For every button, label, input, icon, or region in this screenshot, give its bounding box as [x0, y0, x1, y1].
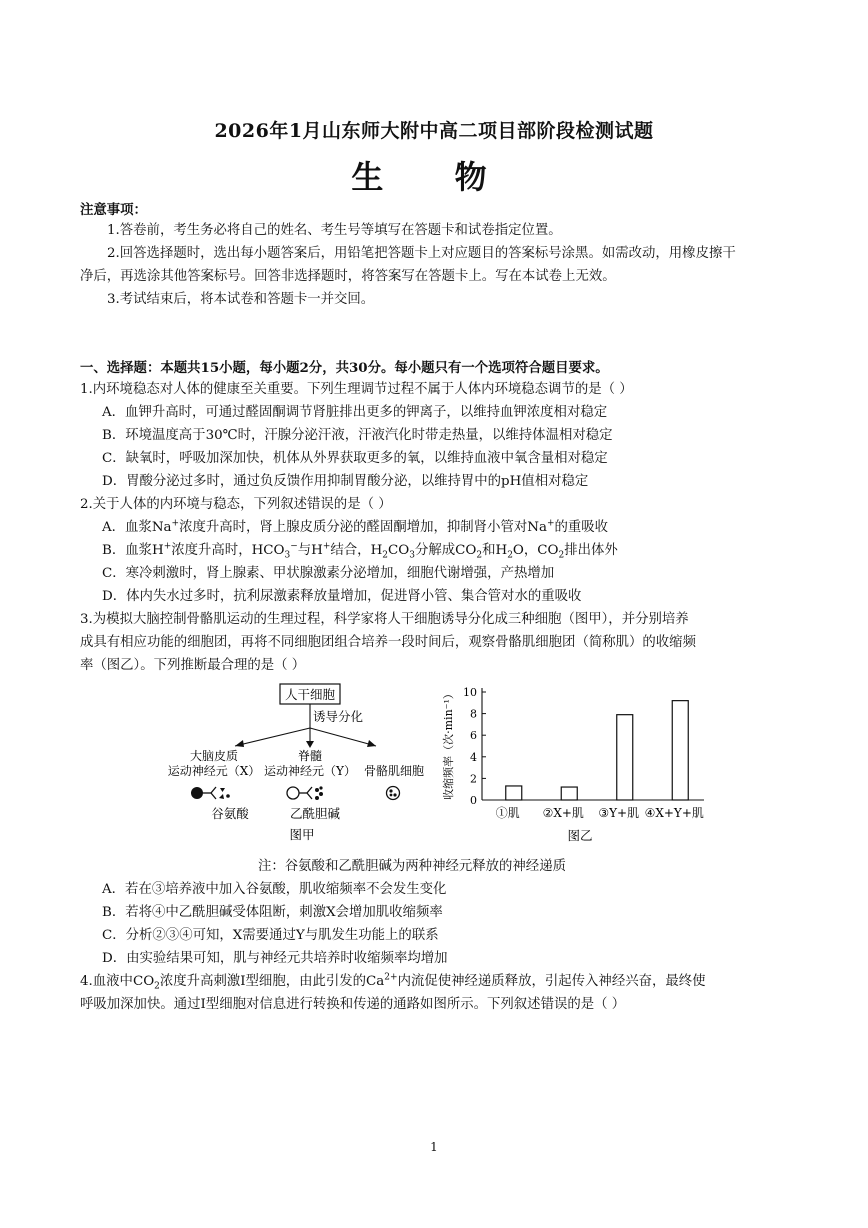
subject-title: 生 物	[351, 158, 517, 196]
q3-figure-note: 注：谷氨酸和乙酰胆碱为两种神经元释放的神经递质	[258, 859, 566, 874]
y-tick-label: 2	[470, 772, 477, 786]
q2-stem: 2.关于人体的内环境与稳态，下列叙述错误的是（ ）	[80, 497, 392, 512]
q3-option-c: C．分析②③④可知，X需要通过Y与肌发生功能上的联系	[102, 928, 439, 943]
q3-option-a: A．若在③培养液中加入谷氨酸，肌收缩频率不会发生变化	[102, 882, 447, 897]
notes-item-3: 3.考试结束后，将本试卷和答题卡一并交回。	[107, 292, 375, 307]
q3-stem-line-2: 成具有相应功能的细胞团，再将不同细胞团组合培养一段时间后，观察骨骼肌细胞团（简称肌）的收缩频	[80, 635, 696, 650]
chart-axes	[482, 688, 704, 800]
y-tick-label: 4	[470, 750, 477, 764]
chart-bars	[506, 701, 689, 800]
notes-item-2-line-2: 净后，再选涂其他答案标号。回答非选择题时，将答案写在答题卡上。写在本试卷上无效。	[80, 269, 616, 284]
x-category-label: ③Y+肌	[598, 806, 640, 820]
stem-cell-label: 人干细胞	[284, 687, 336, 702]
figure-yi-chart	[440, 682, 710, 848]
figure-jia	[150, 678, 450, 848]
q1-option-c: C．缺氧时，呼吸加深加快，机体从外界获取更多的氧，以维持血液中氧含量相对稳定	[102, 451, 608, 466]
y-axis-label: 收缩频率（次·min⁻¹）	[442, 688, 455, 800]
cell-muscle-label: 骨骼肌细胞	[363, 764, 425, 778]
q4-stem-line-2: 呼吸加深加快。通过Ⅰ型细胞对信息进行转换和传递的通路如图所示。下列叙述错误的是（ ）	[80, 997, 626, 1012]
q2-option-d: D．体内失水过多时，抗利尿激素释放量增加，促进肾小管、集合管对水的重吸收	[102, 589, 582, 604]
nt-y-label: 乙酰胆碱	[289, 806, 341, 821]
cell-x-line-2: 运动神经元（X）	[167, 764, 261, 778]
q2-option-b: B．血浆H+浓度升高时，$HCO_3^-$与H+结合，$H_2CO_3$分解成$CO_2$和$H_2O$，$CO_2$排出体外	[102, 541, 618, 561]
notes-heading: 注意事项：	[80, 202, 147, 218]
section-1-heading: 一、选择题：本题共15小题，每小题2分，共30分。每小题只有一个选项符合题目要求。	[80, 360, 609, 376]
bar-4	[672, 701, 688, 800]
nt-x-label: 谷氨酸	[211, 806, 249, 821]
notes-item-1: 1.答卷前，考生务必将自己的姓名、考生号等填写在答题卡和试卷指定位置。	[107, 223, 562, 238]
x-category-label: ②X+肌	[542, 806, 584, 820]
notes-item-2-line-1: 2.回答选择题时，选出每小题答案后，用铅笔把答题卡上对应题目的答案标号涂黑。如需改动，用橡皮擦干	[107, 246, 736, 261]
q4-stem-line-1: 4.血液中$CO_2$浓度升高刺激Ⅰ型细胞，由此引发的$Ca^{2+}$内流促使神经递质释放，引起传入神经兴奋，最终使	[80, 972, 706, 992]
x-category-label: ④X+Y+肌	[644, 806, 704, 820]
induce-label: 诱导分化	[313, 709, 364, 724]
y-tick-label: 6	[470, 729, 477, 743]
q3-stem-line-1: 3.为模拟大脑控制骨骼肌运动的生理过程，科学家将人干细胞诱导分化成三种细胞（图甲），并分别培养	[80, 612, 689, 627]
q3-option-d: D．由实验结果可知，肌与神经元共培养时收缩频率均增加	[102, 951, 448, 966]
exam-title: 2026年1月山东师大附中高二项目部阶段检测试题	[214, 120, 654, 142]
bar-1	[506, 786, 522, 800]
figure-jia-caption: 图甲	[289, 827, 315, 842]
neuron-y-icon	[287, 786, 323, 800]
q2-option-c: C．寒冷刺激时，肾上腺素、甲状腺激素分泌增加，细胞代谢增强，产热增加	[102, 566, 555, 581]
q1-stem: 1.内环境稳态对人体的健康至关重要。下列生理调节过程不属于人体内环境稳态调节的是（ ）	[80, 382, 633, 397]
y-tick-label: 0	[470, 794, 477, 807]
cell-y-line-2: 运动神经元（Y）	[264, 764, 356, 778]
bar-3	[617, 715, 633, 800]
bar-2	[561, 787, 577, 800]
q2-option-a: A．血浆Na+浓度升高时，肾上腺皮质分泌的醛固酮增加，抑制肾小管对Na+的重吸收	[102, 518, 609, 535]
q3-stem-line-3: 率（图乙）。下列推断最合理的是（ ）	[80, 658, 306, 673]
neuron-x-icon	[191, 787, 230, 799]
figure-yi-caption: 图乙	[567, 828, 593, 843]
muscle-cell-icon	[387, 787, 400, 800]
cell-y-line-1: 脊髓	[297, 749, 323, 763]
x-category-label: ①肌	[495, 806, 520, 820]
q3-option-b: B．若将④中乙酰胆碱受体阻断，刺激X会增加肌收缩频率	[102, 905, 443, 920]
q1-option-b: B．环境温度高于30℃时，汗腺分泌汗液，汗液汽化时带走热量，以维持体温相对稳定	[102, 428, 613, 443]
q1-option-d: D．胃酸分泌过多时，通过负反馈作用抑制胃酸分泌，以维持胃中的pH值相对稳定	[102, 474, 589, 489]
y-tick-label: 10	[463, 686, 477, 699]
y-tick-label: 8	[470, 707, 477, 721]
cell-x-line-1: 大脑皮质	[189, 749, 239, 763]
chart-x-labels	[496, 806, 704, 820]
page-number: 1	[430, 1140, 438, 1154]
q1-option-a: A．血钾升高时，可通过醛固酮调节肾脏排出更多的钾离子，以维持血钾浓度相对稳定	[102, 405, 608, 420]
